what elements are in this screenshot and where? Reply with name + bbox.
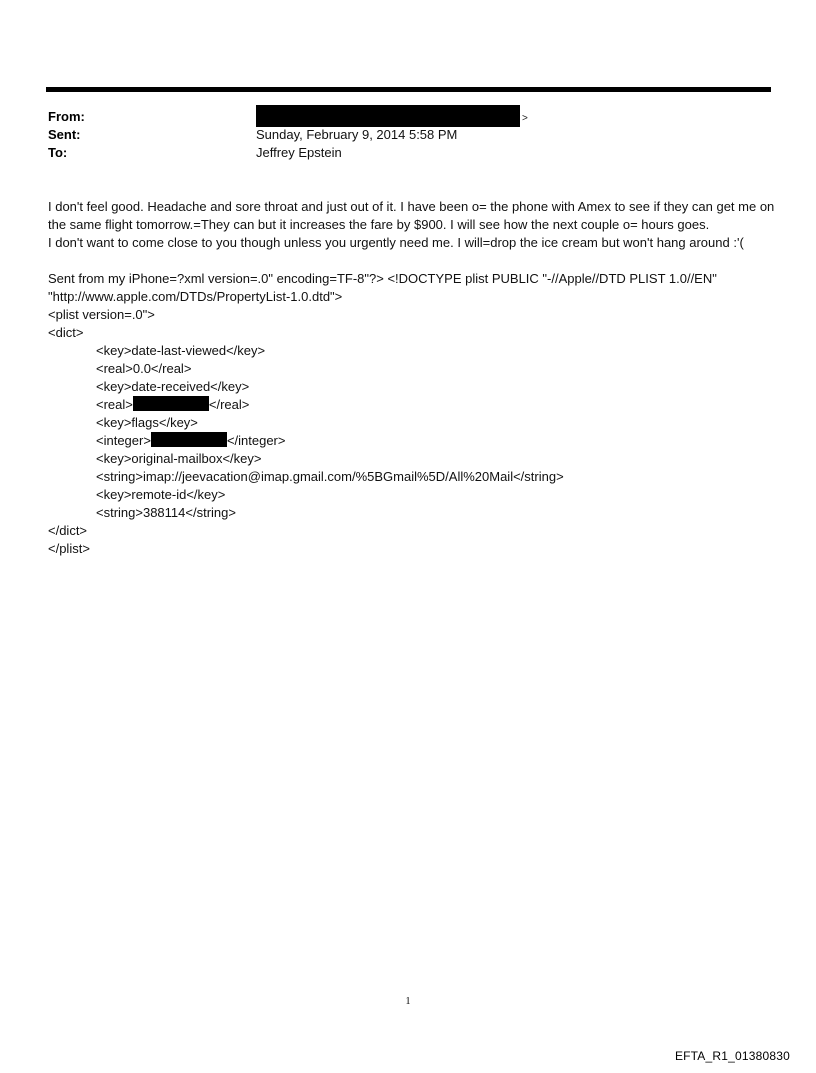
key-original-mailbox: <key>original-mailbox</key> bbox=[96, 451, 262, 466]
blank-line bbox=[48, 252, 778, 270]
key-flags: <key>flags</key> bbox=[96, 415, 198, 430]
real-value-redaction bbox=[133, 396, 209, 411]
key-remote-id: <key>remote-id</key> bbox=[96, 487, 226, 502]
sender-redaction bbox=[256, 105, 520, 127]
plist-intro: Sent from my iPhone=?xml version=.0" encoding=TF-8"?> <!DOCTYPE plist PUBLIC "-//Apple//DTD PLIST 1.0//EN" "http://www.apple.com/DTDs/PropertyList-1.0.dtd"> bbox=[48, 271, 717, 304]
sent-label: Sent: bbox=[48, 127, 81, 142]
integer-open-tag: <integer> bbox=[96, 433, 151, 448]
body-paragraph-2: I don't want to come close to you though unless you urgently need me. I will=drop the ice cream but won't hang around :'( bbox=[48, 235, 744, 250]
integer-value-redaction bbox=[151, 432, 227, 447]
header-rule bbox=[46, 87, 771, 92]
body-paragraph-1: I don't feel good. Headache and sore throat and just out of it. I have been o= the phone with Amex to see if they can get me on the same flight tomorrow.=They can but it increases the fare by $900. I will see how the next couple o= hours goes. bbox=[48, 199, 775, 232]
key-date-received: <key>date-received</key> bbox=[96, 379, 250, 394]
dict-close: </dict> bbox=[48, 523, 88, 538]
real-redacted-line bbox=[48, 396, 778, 414]
integer-redacted-line bbox=[48, 432, 778, 450]
plist-open: <plist version=.0"> bbox=[48, 307, 155, 322]
string-mailbox: <string>imap://jeevacation@imap.gmail.com/%5BGmail%5D/All%20Mail</string> bbox=[96, 469, 564, 484]
dict-open: <dict> bbox=[48, 325, 84, 340]
email-body bbox=[48, 198, 778, 558]
to-value: Jeffrey Epstein bbox=[256, 145, 342, 160]
key-date-last-viewed: <key>date-last-viewed</key> bbox=[96, 343, 266, 358]
real-zero: <real>0.0</real> bbox=[96, 361, 192, 376]
real-open-tag: <real> bbox=[96, 397, 133, 412]
real-close-tag: </real> bbox=[208, 397, 250, 412]
document-id: EFTA_R1_01380830 bbox=[674, 1049, 790, 1063]
page-number: 1 bbox=[405, 996, 411, 1007]
from-label: From: bbox=[48, 109, 85, 124]
from-suffix: > bbox=[522, 113, 528, 124]
sent-value: Sunday, February 9, 2014 5:58 PM bbox=[256, 127, 458, 142]
to-label: To: bbox=[48, 145, 68, 160]
string-remote-id: <string>388114</string> bbox=[96, 505, 236, 520]
plist-close: </plist> bbox=[48, 541, 90, 556]
integer-close-tag: </integer> bbox=[226, 433, 286, 448]
